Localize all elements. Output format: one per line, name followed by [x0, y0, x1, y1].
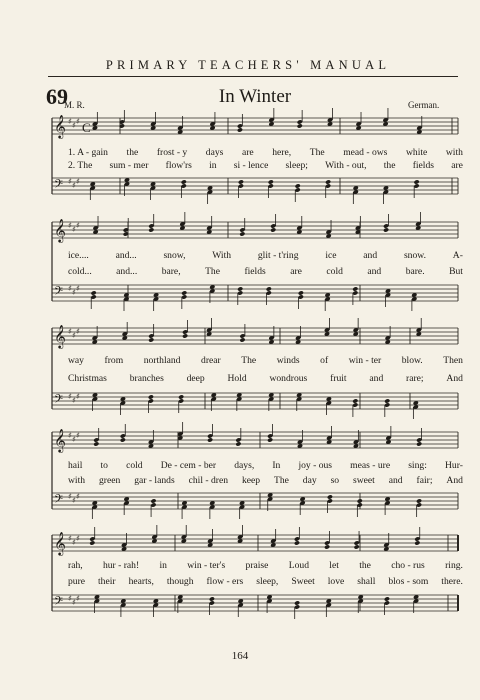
lyric-line: [68, 147, 463, 158]
lyric-word: though: [166, 576, 194, 587]
note-head: [178, 394, 184, 399]
hymn-title: In Winter: [218, 86, 292, 107]
lyric-word: ice....: [68, 250, 89, 261]
note-head: [89, 540, 95, 545]
sharp-icon: ♯: [68, 117, 72, 126]
note-head: [298, 290, 304, 295]
lyric-word: northland: [143, 355, 181, 366]
lyric-word: here,: [272, 147, 292, 158]
lyric-word: cold: [126, 460, 143, 471]
tune-credit: German.: [408, 100, 440, 110]
note-head: [352, 286, 358, 291]
sharp-icon: ♯: [76, 327, 80, 336]
note-head: [297, 123, 303, 128]
note-head: [352, 398, 358, 403]
lyric-word: deep: [186, 373, 205, 384]
page-number: 164: [231, 650, 249, 662]
lyric-word: snow.: [403, 250, 426, 261]
lyric-word: fruit: [330, 373, 347, 384]
lyric-word: and...: [115, 250, 137, 261]
sharp-icon: ♯: [68, 431, 72, 440]
sharp-icon: ♯: [72, 225, 76, 234]
bass-clef-icon: 𝄢: [54, 285, 64, 301]
lyric-word: ice: [325, 250, 337, 261]
lyric-word: But: [449, 266, 463, 277]
lyric-word: gar - lands: [134, 475, 175, 486]
note-head: [295, 183, 301, 188]
note-head: [267, 437, 273, 442]
lyric-word: hail: [68, 460, 83, 471]
sharp-icon: ♯: [72, 496, 76, 505]
lyric-word: their: [98, 576, 116, 587]
note-head: [416, 441, 422, 446]
lyric-word: mead - ows: [343, 147, 388, 158]
lyric-line: [68, 160, 463, 171]
note-head: [181, 290, 187, 295]
lyric-word: A-: [452, 250, 463, 261]
lyric-word: cold...: [68, 266, 92, 277]
note-head: [148, 337, 154, 342]
note-head: [354, 544, 360, 549]
lyric-word: and...: [116, 266, 138, 277]
treble-clef-icon: 𝄞: [54, 324, 66, 348]
lyric-word: sleep,: [256, 576, 279, 587]
treble-clef-icon: 𝄞: [54, 531, 66, 555]
lyric-line: [68, 355, 463, 366]
note-head: [325, 179, 331, 184]
lyric-word: there.: [441, 576, 463, 587]
lyric-word: bare.: [405, 266, 425, 277]
lyric-word: The: [241, 355, 257, 366]
lyric-word: of: [320, 355, 329, 366]
lyric-word: win - ter's: [187, 560, 226, 571]
lyric-word: blow.: [401, 355, 423, 366]
lyric-word: chil - dren: [188, 475, 229, 486]
lyric-word: the: [383, 160, 396, 171]
sharp-icon: ♯: [76, 392, 80, 401]
lyric-word: With: [212, 250, 232, 261]
lyric-word: and: [369, 373, 384, 384]
sharp-icon: ♯: [72, 435, 76, 444]
lyric-word: 2. The: [68, 160, 93, 171]
lyric-line: [68, 266, 463, 277]
note-head: [357, 498, 363, 503]
lyric-word: white: [405, 147, 428, 158]
lyric-word: hearts,: [128, 576, 154, 587]
sharp-icon: ♯: [76, 594, 80, 603]
lyric-word: day: [302, 475, 317, 486]
lyric-word: way: [68, 355, 84, 366]
lyric-word: hur - rah!: [102, 560, 140, 571]
lyric-word: drear: [201, 355, 221, 366]
sharp-icon: ♯: [72, 598, 76, 607]
lyric-word: winds: [276, 355, 300, 366]
sharp-icon: ♯: [72, 181, 76, 190]
lyric-line: [68, 460, 463, 471]
common-time-icon: C: [82, 120, 91, 135]
note-head: [413, 179, 419, 184]
lyric-word: fields: [244, 266, 266, 277]
lyric-word: days,: [234, 460, 255, 471]
lyric-word: in: [159, 560, 167, 571]
treble-clef-icon: 𝄞: [54, 428, 66, 452]
sharp-icon: ♯: [72, 538, 76, 547]
note-head: [383, 227, 389, 232]
note-head: [266, 286, 272, 291]
lyric-line: [68, 250, 463, 261]
author-credit: M. R.: [64, 100, 85, 110]
lyric-word: Loud: [288, 560, 309, 571]
lyric-word: With - out,: [325, 160, 367, 171]
lyric-line: [68, 576, 463, 587]
lyric-word: And: [446, 475, 463, 486]
bass-clef-icon: 𝄢: [54, 493, 64, 509]
lyric-word: meas - ure: [350, 460, 391, 471]
sharp-icon: ♯: [68, 221, 72, 230]
note-head: [239, 231, 245, 236]
bass-clef-icon: 𝄢: [54, 595, 64, 611]
sharp-icon: ♯: [72, 396, 76, 405]
sharp-icon: ♯: [76, 221, 80, 230]
note-head: [237, 127, 243, 132]
note-head: [268, 179, 274, 184]
sharp-icon: ♯: [68, 177, 72, 186]
lyric-word: 1. A - gain: [68, 147, 108, 158]
lyric-word: fair;: [416, 475, 433, 486]
lyric-word: cold: [326, 266, 343, 277]
lyric-word: sing:: [408, 460, 427, 471]
lyric-line: [68, 475, 463, 486]
lyric-word: let: [329, 560, 339, 571]
lyric-word: rah,: [68, 560, 83, 571]
lyric-word: ring.: [445, 560, 463, 571]
lyric-word: win - ter: [348, 355, 382, 366]
note-head: [294, 540, 300, 545]
sharp-icon: ♯: [68, 392, 72, 401]
note-head: [414, 540, 420, 545]
lyric-word: And: [446, 373, 463, 384]
lyric-word: The: [273, 475, 289, 486]
lyric-word: flow'rs: [165, 160, 192, 171]
lyric-word: pure: [68, 576, 86, 587]
lyric-word: love: [327, 576, 345, 587]
note-head: [237, 286, 243, 291]
hymn-number: 69: [46, 84, 68, 109]
sharp-icon: ♯: [68, 534, 72, 543]
lyric-word: Hur-: [444, 460, 463, 471]
lyric-word: frost - y: [156, 147, 188, 158]
lyric-word: joy - ous: [298, 460, 333, 471]
running-header: PRIMARY TEACHERS' MANUAL: [105, 58, 391, 72]
note-head: [294, 600, 300, 605]
sharp-icon: ♯: [72, 288, 76, 297]
lyric-word: sleep;: [285, 160, 308, 171]
lyric-word: green: [98, 475, 121, 486]
lyric-line: [68, 373, 463, 384]
lyric-word: in: [209, 160, 217, 171]
sharp-icon: ♯: [76, 492, 80, 501]
lyric-word: Then: [443, 355, 463, 366]
note-head: [384, 596, 390, 601]
bass-clef-icon: 𝄢: [54, 393, 64, 409]
lyric-word: rare;: [406, 373, 424, 384]
lyric-word: flow - ers: [206, 576, 244, 587]
lyric-word: snow,: [163, 250, 186, 261]
note-head: [182, 333, 188, 338]
lyric-word: with: [68, 475, 86, 486]
sharp-icon: ♯: [68, 284, 72, 293]
lyric-word: Christmas: [68, 373, 107, 384]
note-head: [91, 290, 97, 295]
lyric-word: are: [451, 160, 463, 171]
note-head: [235, 441, 241, 446]
sharp-icon: ♯: [76, 534, 80, 543]
lyric-word: are: [241, 147, 254, 158]
sharp-icon: ♯: [76, 177, 80, 186]
lyric-word: are: [290, 266, 302, 277]
note-head: [120, 437, 126, 442]
lyric-word: praise: [245, 560, 269, 571]
lyric-word: and: [363, 250, 378, 261]
lyric-word: bare,: [161, 266, 181, 277]
lyric-word: from: [104, 355, 124, 366]
lyric-word: Hold: [227, 373, 247, 384]
note-head: [148, 227, 154, 232]
bass-clef-icon: 𝄢: [54, 178, 64, 194]
lyric-word: with: [445, 147, 463, 158]
lyric-word: keep: [241, 475, 261, 486]
sharp-icon: ♯: [68, 492, 72, 501]
sharp-icon: ♯: [72, 121, 76, 130]
lyric-word: The: [309, 147, 325, 158]
note-head: [384, 398, 390, 403]
note-head: [181, 179, 187, 184]
lyric-word: blos - som: [388, 576, 429, 587]
lyric-word: to: [100, 460, 108, 471]
lyric-word: In: [272, 460, 281, 471]
lyric-word: so: [330, 475, 340, 486]
sharp-icon: ♯: [76, 431, 80, 440]
lyric-word: the: [359, 560, 371, 571]
lyric-word: the: [126, 147, 139, 158]
lyric-word: fields: [412, 160, 435, 171]
lyric-line: [68, 560, 463, 571]
sharp-icon: ♯: [68, 594, 72, 603]
lyric-word: cho - rus: [391, 560, 425, 571]
treble-clef-icon: 𝄞: [54, 114, 66, 138]
note-head: [148, 394, 154, 399]
treble-clef-icon: 𝄞: [54, 218, 66, 242]
lyric-word: The: [205, 266, 220, 277]
lyric-word: days: [205, 147, 224, 158]
note-head: [209, 596, 215, 601]
note-head: [270, 227, 276, 232]
note-head: [93, 441, 99, 446]
sharp-icon: ♯: [76, 284, 80, 293]
sharp-icon: ♯: [68, 327, 72, 336]
lyric-word: Sweet: [291, 576, 315, 587]
note-head: [150, 498, 156, 503]
note-head: [238, 179, 244, 184]
lyric-word: branches: [129, 373, 164, 384]
note-head: [324, 544, 330, 549]
lyric-word: De - cem - ber: [160, 460, 217, 471]
lyric-word: sweet: [353, 475, 375, 486]
note-head: [207, 437, 213, 442]
lyric-word: glit - t'ring: [257, 250, 299, 261]
lyric-word: and: [367, 266, 382, 277]
lyric-word: sum - mer: [109, 160, 149, 171]
lyric-word: si - lence: [233, 160, 269, 171]
sharp-icon: ♯: [76, 117, 80, 126]
sharp-icon: ♯: [72, 331, 76, 340]
note-head: [239, 337, 245, 342]
note-head: [416, 498, 422, 503]
lyric-word: and: [388, 475, 403, 486]
lyric-word: wondrous: [269, 373, 308, 384]
note-head: [327, 494, 333, 499]
lyric-word: shall: [357, 576, 376, 587]
